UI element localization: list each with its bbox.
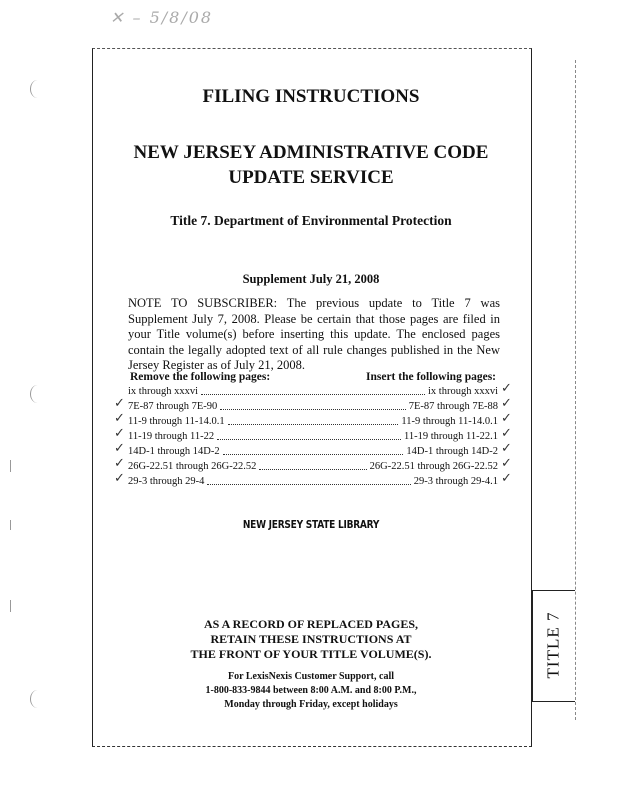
list-item — [128, 414, 498, 429]
dot-leader — [207, 474, 410, 485]
insert-range: 29-3 through 29-4.1 — [413, 476, 498, 487]
remove-range: 26G-22.51 through 26G-22.52 — [128, 461, 257, 472]
check-mark-icon: ✓ — [114, 396, 125, 411]
list-item — [128, 459, 498, 474]
dot-leader — [201, 384, 425, 395]
note-to-subscriber: NOTE TO SUBSCRIBER: The previous update to Title 7 was Supplement July 7, 2008. Please be certain that those pages are filed in your Title volume(s) before inserting this update. The enclosed pages contain the legally adopted text of all rule changes published in the New Jersey Register as of July 21, 2008. — [128, 296, 500, 372]
insert-range: 11-19 through 11-22.1 — [403, 431, 498, 442]
filing-instructions-heading: FILING INSTRUCTIONS — [202, 86, 420, 107]
margin-mark — [10, 520, 11, 530]
record-line-3: THE FRONT OF YOUR TITLE VOLUME(S). — [190, 647, 432, 661]
title-tab-label-wrap — [532, 590, 574, 700]
library-stamp: NEW JERSEY STATE LIBRARY — [242, 518, 380, 531]
remove-pages-header: Remove the following pages: — [130, 371, 271, 383]
page-edge-line — [575, 60, 576, 720]
title-tab-label: TITLE 7 — [543, 611, 563, 679]
check-mark-icon: ✓ — [114, 471, 125, 486]
remove-range: ix through xxxvi — [128, 386, 198, 397]
check-mark-icon: ✓ — [114, 456, 125, 471]
insert-range: 11-9 through 11-14.0.1 — [401, 416, 498, 427]
remove-range: 7E-87 through 7E-90 — [128, 401, 218, 412]
remove-range: 11-9 through 11-14.0.1 — [128, 416, 225, 427]
check-mark-icon: ✓ — [501, 426, 512, 441]
check-mark-icon: ✓ — [114, 441, 125, 456]
dot-leader — [228, 414, 399, 425]
code-title-line-1: NEW JERSEY ADMINISTRATIVE CODE — [133, 142, 489, 163]
title-line: Title 7. Department of Environmental Protection — [170, 213, 452, 228]
punch-hole-mark — [30, 80, 45, 98]
dot-leader — [220, 399, 406, 410]
check-mark-icon: ✓ — [114, 411, 125, 426]
punch-hole-mark — [30, 385, 45, 403]
support-line-1: For LexisNexis Customer Support, call — [227, 671, 394, 682]
insert-pages-header: Insert the following pages: — [366, 371, 497, 383]
record-instructions — [92, 617, 530, 662]
insert-range: 26G-22.51 through 26G-22.52 — [369, 461, 498, 472]
remove-range: 14D-1 through 14D-2 — [128, 446, 220, 457]
insert-range: 14D-1 through 14D-2 — [406, 446, 498, 457]
punch-hole-mark — [30, 690, 45, 708]
check-mark-icon: ✓ — [501, 456, 512, 471]
dot-leader — [217, 429, 401, 440]
support-line-3: Monday through Friday, except holidays — [224, 699, 398, 710]
check-mark-icon: ✓ — [501, 381, 512, 396]
check-mark-icon: ✓ — [501, 441, 512, 456]
dot-leader — [223, 444, 404, 455]
list-item — [128, 474, 498, 489]
check-mark-icon: ✓ — [501, 411, 512, 426]
list-item — [128, 429, 498, 444]
check-mark-icon: ✓ — [501, 396, 512, 411]
list-item — [128, 399, 498, 414]
remove-range: 11-19 through 11-22 — [128, 431, 215, 442]
record-line-1: AS A RECORD OF REPLACED PAGES, — [203, 617, 419, 631]
list-item — [128, 384, 498, 399]
remove-range: 29-3 through 29-4 — [128, 476, 205, 487]
record-line-2: RETAIN THESE INSTRUCTIONS AT — [210, 632, 412, 646]
insert-range: 7E-87 through 7E-88 — [408, 401, 498, 412]
check-mark-icon: ✓ — [501, 471, 512, 486]
customer-support-info — [92, 670, 530, 712]
margin-mark — [10, 600, 11, 612]
handwritten-annotation: ✕ – 5/8/08 — [110, 8, 214, 27]
support-line-2: 1-800-833-9844 between 8:00 A.M. and 8:00 P.M., — [205, 685, 417, 696]
insert-range: ix through xxxvi — [428, 386, 498, 397]
dot-leader — [259, 459, 366, 470]
code-title-line-2: UPDATE SERVICE — [228, 167, 394, 188]
check-mark-icon: ✓ — [114, 426, 125, 441]
margin-mark — [10, 460, 11, 472]
supplement-date: Supplement July 21, 2008 — [242, 272, 380, 286]
code-title — [92, 140, 530, 190]
list-item — [128, 444, 498, 459]
